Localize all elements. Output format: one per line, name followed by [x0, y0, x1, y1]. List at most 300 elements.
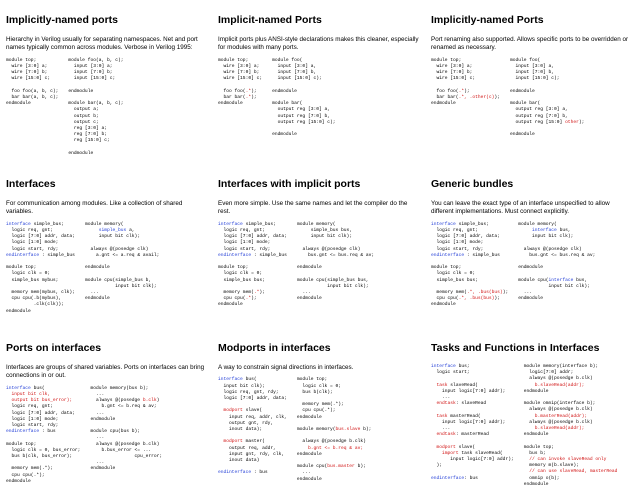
code-token: logic [7:0] addr, data; [431, 234, 500, 240]
code-column [218, 377, 287, 482]
code-block [6, 58, 58, 108]
code-token: endmodule [296, 476, 322, 482]
code-token: logic req, gnt; [218, 228, 265, 234]
code-token: : bus [39, 429, 56, 435]
code-token: input [15:0] c); [272, 76, 322, 82]
code-token: interface [532, 228, 557, 234]
code-columns [218, 222, 419, 309]
code-token: logic start, rdy; [6, 423, 59, 429]
slide-title: Ports on interfaces [6, 342, 102, 354]
code-token: input bit clk); [296, 234, 353, 240]
code-token: endmodule [84, 265, 110, 271]
code-token: endinterface [218, 252, 252, 258]
code-column [510, 58, 584, 139]
code-token: output req, addr, [218, 445, 276, 451]
code-token: input bit clk); [218, 383, 265, 389]
code-token: endmodule [431, 101, 456, 107]
slide [425, 0, 638, 164]
code-token: cpu_error; [90, 454, 163, 460]
code-token: reg [15:0] c; [68, 138, 110, 144]
code-token: // can use slaveRead, masterRead [523, 469, 618, 475]
code-token: b.masterRead(addr); [534, 413, 588, 419]
code-token: output reg [7:0] b, [272, 113, 331, 119]
code-token: bus; [455, 364, 470, 369]
code-token: foo foo(a, b, c); [6, 88, 59, 94]
code-token: input [3:0] a; [68, 64, 113, 70]
code-column [90, 386, 162, 485]
code-token: always @(posedge clk) [296, 246, 361, 252]
slide [212, 0, 425, 164]
code-token: bus.gnt <= bus.req & av; [296, 252, 375, 258]
code-token: inout data) [218, 458, 260, 464]
code-token: module cpu(simple_bus bus, [296, 277, 369, 283]
code-token: bar bar(a, b, c); [6, 95, 59, 101]
code-token: b); [360, 427, 372, 433]
slide-description: Interfaces are groups of shared variables. Ports on interfaces can bring connections in or out. [6, 364, 205, 380]
code-token: ... [90, 392, 105, 398]
code-token: ... [431, 426, 451, 432]
code-token: input [3:0] a, [509, 64, 555, 70]
code-column [272, 58, 335, 139]
code-columns [431, 58, 632, 139]
code-token: ); [502, 290, 509, 296]
code-token: bus b; [523, 450, 546, 456]
code-token: module top; [218, 265, 249, 271]
code-columns [431, 364, 632, 488]
code-token: endmodule [6, 101, 31, 107]
code-token: task [436, 413, 448, 419]
code-token: endtask [436, 401, 456, 407]
code-block [6, 222, 75, 315]
slide-description: You can leave the exact type of an interface unspecified to allow different implementations. Must connect explicitly. [431, 200, 610, 216]
code-token: memory mem(.*); [6, 466, 53, 472]
code-token: module memory( [518, 221, 557, 227]
code-token: simple_bus mybus; [6, 277, 59, 283]
code-block [431, 58, 500, 108]
code-token: logic [1:0] mode; [218, 240, 271, 246]
slide-title: Implicitly-named ports [6, 14, 119, 26]
code-token: module top; [523, 444, 555, 450]
code-token: bus.master [327, 464, 355, 470]
code-token: always @(posedge b.clk) [523, 376, 593, 382]
code-columns [218, 377, 419, 482]
code-token: input [3:0] a, [272, 64, 317, 70]
code-token: input req, addr, clk, [218, 414, 287, 420]
code-token [524, 414, 535, 419]
code-token: logic start, rdy; [6, 246, 59, 252]
code-token: a, [126, 228, 135, 234]
code-token: .*, .bus(bus) [466, 290, 503, 296]
code-token: simple_bus; [30, 221, 64, 227]
code-token: module top; [6, 57, 37, 63]
code-token: b.slaveRead(addr); [534, 382, 585, 388]
code-token: task [436, 382, 448, 388]
slide-title: Interfaces [6, 178, 56, 190]
code-token: endmodule [296, 296, 322, 302]
code-token: .* [253, 290, 260, 296]
code-token: interface [218, 377, 243, 383]
code-token: input [7:0] b, [509, 70, 555, 76]
code-token: bar bar( [431, 95, 459, 101]
code-token: endmodule [431, 302, 456, 308]
code-block [218, 222, 287, 309]
code-column [297, 222, 374, 309]
code-token: b.gnt <= b.req & av; [90, 404, 157, 410]
code-token: slave( [455, 444, 476, 450]
code-token: output b; [68, 113, 99, 119]
code-token: endmodule [68, 88, 94, 94]
slide-title: Implicit-named Ports [218, 14, 322, 26]
code-token: memory mem(.*); [296, 402, 344, 408]
code-token: cpu cpu(.*); [296, 408, 336, 414]
code-token: cpu cpu(.b(mybus), [6, 296, 62, 302]
code-token: output bit bus_error); [6, 398, 73, 404]
code-token: ); [578, 119, 585, 125]
code-token [85, 228, 99, 233]
slide-title: Tasks and Functions in Interfaces [431, 342, 600, 354]
code-token: logic clk = 0, bus_error; [6, 447, 81, 453]
code-token: ... [84, 290, 99, 296]
code-token: input logic[7:0] addr); [431, 419, 506, 425]
code-token: module memory( [84, 221, 124, 227]
code-token: wire [7:0] b; [6, 70, 48, 76]
code-token: simple_bus bus, [296, 228, 353, 234]
code-token: .*, .bus(bus) [458, 296, 495, 302]
code-token: : simple_bus [39, 252, 75, 258]
code-token: logic[7:0] addr; [523, 370, 574, 376]
code-token: master( [242, 439, 265, 445]
code-token [524, 383, 535, 388]
code-columns [6, 386, 206, 485]
code-token: // can invoke slaveRead only [523, 457, 607, 463]
code-block [518, 222, 595, 303]
code-token: logic req, gnt; [6, 228, 53, 234]
code-token: import [442, 450, 459, 456]
code-token: ); [251, 95, 257, 101]
code-token: module memory( [296, 427, 336, 433]
code-token: .clk(clk)); [6, 302, 64, 308]
code-token: output gnt, rdy, [218, 420, 274, 426]
code-token: module foo( [272, 57, 303, 63]
code-column [85, 222, 159, 315]
code-token: endmodule [296, 414, 322, 420]
code-token: wire [3:0] a; [431, 64, 473, 70]
code-token: ) [156, 398, 160, 404]
code-token: logic [7:0] addr, data; [218, 396, 287, 402]
code-token: .* [245, 95, 252, 101]
code-token: module top; [431, 265, 462, 271]
code-token [431, 451, 442, 456]
code-token: ... [142, 447, 152, 453]
code-token: endmodule [218, 101, 243, 107]
code-token: wire [3:0] a; [218, 64, 260, 70]
code-token: interface [431, 221, 456, 227]
code-token: output c; [68, 119, 99, 125]
code-token: interface [6, 385, 31, 391]
code-token: : slaveRead [455, 401, 487, 407]
code-token: reg [7:0] b; [68, 132, 107, 138]
code-token: reg [3:0] a; [68, 126, 107, 132]
code-token: ); [464, 88, 470, 94]
slide [212, 328, 425, 493]
code-block [6, 386, 80, 485]
code-block [297, 377, 371, 482]
code-token: b.clk [142, 398, 157, 404]
code-block [431, 222, 508, 309]
code-token: input [7:0] b, [272, 70, 317, 76]
code-column [524, 364, 618, 488]
code-token: logic clk = 0; [218, 271, 263, 277]
code-token: b.gnt <= b.req & av; [307, 445, 364, 451]
code-token: memory m(b.slave); [523, 463, 579, 469]
code-token: always @(posedge clk) [84, 246, 149, 252]
code-token: module memory( [296, 221, 336, 227]
code-token: module cpu( [518, 277, 549, 283]
code-token: bus, [573, 277, 588, 283]
code-token: interface [218, 221, 243, 227]
code-token: bus b(clk); [296, 389, 333, 395]
code-token: bar bar( [218, 95, 246, 101]
code-token: module bar( [272, 101, 303, 107]
code-block [272, 58, 335, 139]
code-token: ... [90, 460, 105, 466]
code-token: logic [1:0] mode; [431, 240, 484, 246]
code-token: logic start, rdy; [431, 246, 484, 252]
code-token: endmodule [6, 308, 31, 314]
code-token: output reg [15:0] c); [272, 119, 336, 125]
code-token: .* [458, 88, 465, 94]
code-token: input [15:0] c); [509, 76, 560, 82]
code-token: simple_bus; [455, 221, 489, 227]
slide [0, 0, 212, 164]
code-token: module memory(interface b); [523, 364, 599, 369]
code-token: logic req, gnt, rdy; [218, 389, 279, 395]
code-token: wire [15:0] c; [218, 76, 263, 82]
code-token: simple_bus [98, 228, 127, 234]
code-token: module top; [218, 57, 249, 63]
code-column [518, 222, 595, 309]
code-token: logic [1:0] mode; [6, 240, 59, 246]
code-token: endinterface [218, 470, 252, 476]
code-token: ); [494, 95, 500, 101]
code-token: wire [15:0] c; [431, 76, 476, 82]
code-token: always @(posedge b.clk) [523, 407, 593, 413]
code-token: .*, .other(c) [458, 95, 495, 101]
code-token: input bit clk); [518, 283, 590, 289]
code-token: logic [1:0] mode; [6, 416, 59, 422]
code-token: b.slaveRead(addr); [534, 426, 585, 432]
code-token: modport [436, 444, 456, 450]
code-block [85, 222, 159, 303]
code-token: endmodule [272, 88, 297, 94]
code-token: always @(posedge b.clk) [90, 441, 160, 447]
code-token: module foo( [509, 57, 541, 63]
code-token: b.bus_error <= [90, 447, 143, 453]
code-token: bus.slave [335, 427, 361, 433]
code-token: endmodule [509, 132, 535, 138]
code-column [6, 222, 75, 315]
code-token: memory mem( [431, 290, 467, 296]
code-token: input gnt, rdy, clk, [218, 451, 285, 457]
code-token: simple_bus bus; [431, 277, 478, 283]
code-token: module foo(a, b, c); [68, 57, 124, 63]
code-token: slaveRead( [447, 382, 478, 388]
code-token: cpu cpu( [218, 296, 246, 302]
code-token: output reg [3:0] a, [272, 107, 331, 113]
code-token: always @(posedge clk) [518, 246, 582, 252]
code-token: bus.gnt <= bus.req & av; [518, 252, 596, 258]
code-token: cpu cpu( [431, 296, 459, 302]
slide-description: For communication among modules. Like a collection of shared variables. [6, 200, 183, 216]
code-token: endmodule [84, 296, 110, 302]
code-token: endinterface [431, 252, 465, 258]
code-token: endmodule [296, 451, 322, 457]
code-token: : bus [251, 470, 268, 476]
code-token: simple_bus; [242, 221, 276, 227]
slide [212, 164, 425, 328]
code-token: endmodule [518, 265, 544, 271]
code-token: slave( [242, 408, 263, 414]
code-columns [6, 222, 206, 315]
code-token: endmodule [523, 481, 549, 487]
slide-title: Generic bundles [431, 178, 514, 190]
code-token: input bit clk); [296, 283, 369, 289]
code-block [431, 364, 514, 482]
code-token: bus( [30, 385, 45, 391]
code-token: input bit clk, [6, 392, 51, 398]
code-token: output reg [3:0] a, [509, 107, 568, 113]
code-token: endmodule [509, 88, 535, 94]
code-token: logic [7:0] addr, data; [6, 234, 75, 240]
code-token: module bar(a, b, c); [68, 101, 124, 107]
code-token: always @(posedge b.clk) [523, 419, 593, 425]
code-token: endinterface [6, 252, 40, 258]
code-token: ); [251, 296, 257, 302]
code-token [524, 426, 535, 431]
code-token: logic req, gnt; [6, 404, 53, 410]
code-token: module memory(bus b); [90, 385, 149, 391]
code-token: interface [548, 277, 574, 283]
code-block [524, 364, 618, 488]
code-token: ); [259, 290, 265, 296]
code-token: module top; [431, 57, 462, 63]
slide [0, 164, 212, 328]
code-token: other [565, 119, 579, 125]
code-token: input bit clk); [518, 234, 574, 240]
code-token: input [15:0] c; [68, 76, 116, 82]
code-token: endmodule [523, 388, 549, 394]
slide [425, 164, 638, 328]
code-token: endinterface [431, 475, 465, 481]
code-token: masterRead( [447, 413, 481, 419]
code-token: foo foo( [431, 88, 459, 94]
code-token: always @(posedge b.clk) [296, 439, 366, 445]
code-columns [218, 58, 419, 139]
code-token: output reg [15:0] [509, 119, 566, 125]
code-token: output a; [68, 107, 99, 113]
slide [425, 328, 638, 493]
code-token: omnip o(b); [523, 475, 560, 481]
code-columns [6, 58, 206, 157]
code-token: endmodule [518, 296, 544, 302]
code-block [68, 58, 123, 157]
code-column [6, 386, 80, 485]
slide-description: Port renaming also supported. Allows specific ports to be overridden or renamed as necessary. [431, 36, 629, 52]
code-token: module top; [6, 265, 37, 271]
code-token: logic clk = 0; [6, 271, 51, 277]
code-block [90, 386, 162, 473]
code-token: endmodule [90, 466, 116, 472]
code-token: wire [7:0] b; [218, 70, 260, 76]
code-token: endmodule [218, 302, 243, 308]
code-token: input bit clk); [84, 283, 157, 289]
code-token: task slaveRead( [458, 450, 503, 456]
code-token: ... [518, 290, 532, 296]
code-token: module top; [296, 377, 328, 383]
code-token: endtask [436, 432, 456, 438]
code-token: bus( [242, 377, 257, 383]
slide-description: Even more simple. Use the same names and let the compiler do the rest. [218, 200, 408, 216]
code-token: b); [354, 464, 366, 470]
code-block [218, 377, 287, 476]
code-token: endmodule [90, 416, 116, 422]
code-token: endmodule [523, 432, 549, 438]
code-token: logic [7:0] addr, data; [218, 234, 287, 240]
code-token: ); [431, 463, 443, 469]
code-token: bus, [556, 228, 571, 234]
code-token: ); [251, 88, 257, 94]
code-column [218, 58, 262, 139]
code-token: endmodule [68, 150, 94, 156]
slide-description: Hierarchy in Verilog usually for separating namespaces. Net and port names typically common across modules. Verbose in Verilog 1995: [6, 36, 198, 52]
code-token: ... [90, 435, 105, 441]
code-token: bus b(clk, bus_error); [6, 454, 73, 460]
slide-description: Implicit ports plus ANSI-style declarations makes this cleaner, especially for modules with many ports. [218, 36, 419, 52]
code-token: input logic[7:0] addr); [431, 457, 514, 463]
code-token: .* [245, 88, 252, 94]
code-token: inout data); [218, 427, 263, 433]
code-token: module top; [6, 441, 37, 447]
code-token: module cpu(bus b); [90, 429, 141, 435]
code-columns [431, 222, 632, 309]
slide-title: Modports in interfaces [218, 342, 331, 354]
code-token: simple_bus bus; [218, 277, 265, 283]
code-token: ... [296, 470, 311, 476]
code-token: input logic[7:0] addr); [431, 388, 506, 394]
code-token: always @(posedge [90, 398, 143, 404]
code-block [297, 222, 374, 303]
code-token: endmodule [6, 478, 31, 484]
code-token: modport [223, 439, 243, 445]
code-token: logic clk = 0; [431, 271, 476, 277]
code-token: modport [223, 408, 243, 414]
code-token: wire [3:0] a; [6, 64, 48, 70]
code-token: logic clk = 0; [296, 383, 342, 389]
code-token: : masterRead [455, 432, 489, 438]
code-token: endmodule [272, 132, 297, 138]
code-token: memory mem(mybus, clk); [6, 290, 75, 296]
code-block [218, 58, 262, 108]
code-token: : simple_bus [464, 252, 500, 258]
code-token: endmodule [296, 265, 322, 271]
code-token: interface [6, 221, 31, 227]
slide-title: Interfaces with implicit ports [218, 178, 361, 190]
code-token: : bus [464, 475, 478, 481]
code-column [6, 58, 58, 157]
slide-description: A way to constrain signal directions in interfaces. [218, 364, 354, 371]
code-token: module bar( [509, 101, 541, 107]
code-token: endinterface [6, 429, 40, 435]
